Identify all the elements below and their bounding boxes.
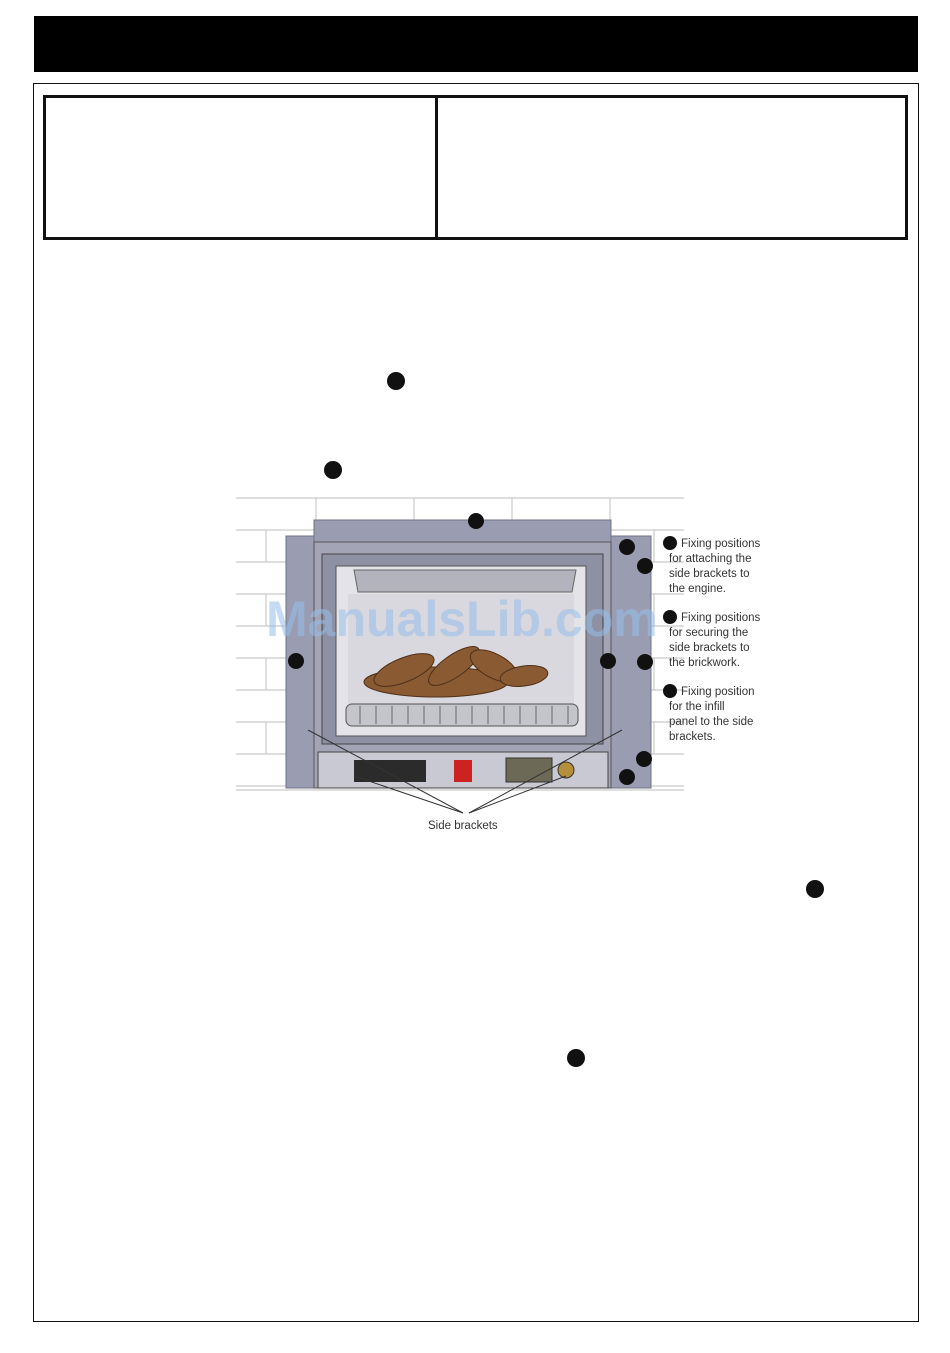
step-bullet (806, 880, 824, 898)
grate (346, 704, 578, 726)
watermark: ManualsLib.com (266, 591, 658, 647)
step-bullet (324, 461, 342, 479)
fixing-marker (600, 653, 616, 669)
figure-note-engine: Fixing positions for attaching the side brackets to the engine. (669, 538, 761, 595)
fixing-marker (636, 751, 652, 767)
fixing-marker (468, 513, 484, 529)
gas-valve (506, 758, 552, 782)
baffle (354, 570, 576, 592)
valve-knob (558, 762, 574, 778)
fixing-marker (619, 769, 635, 785)
step-bullet (567, 1049, 585, 1067)
figure-note-infill: Fixing position for the infill panel to the side brackets. (669, 686, 755, 743)
switch (454, 760, 472, 782)
fixing-marker (637, 654, 653, 670)
header-bar (34, 16, 918, 72)
header-table (43, 95, 908, 240)
header-table-divider (435, 98, 438, 237)
fixing-marker (619, 539, 635, 555)
fixing-marker (637, 558, 653, 574)
side-brackets-label: Side brackets (428, 820, 498, 832)
step-bullet (387, 372, 405, 390)
control-box (354, 760, 426, 782)
figure-note-brickwork: Fixing positions for securing the side brackets to the brickwork. (669, 612, 761, 669)
top-trim (314, 520, 611, 542)
fixing-marker (288, 653, 304, 669)
